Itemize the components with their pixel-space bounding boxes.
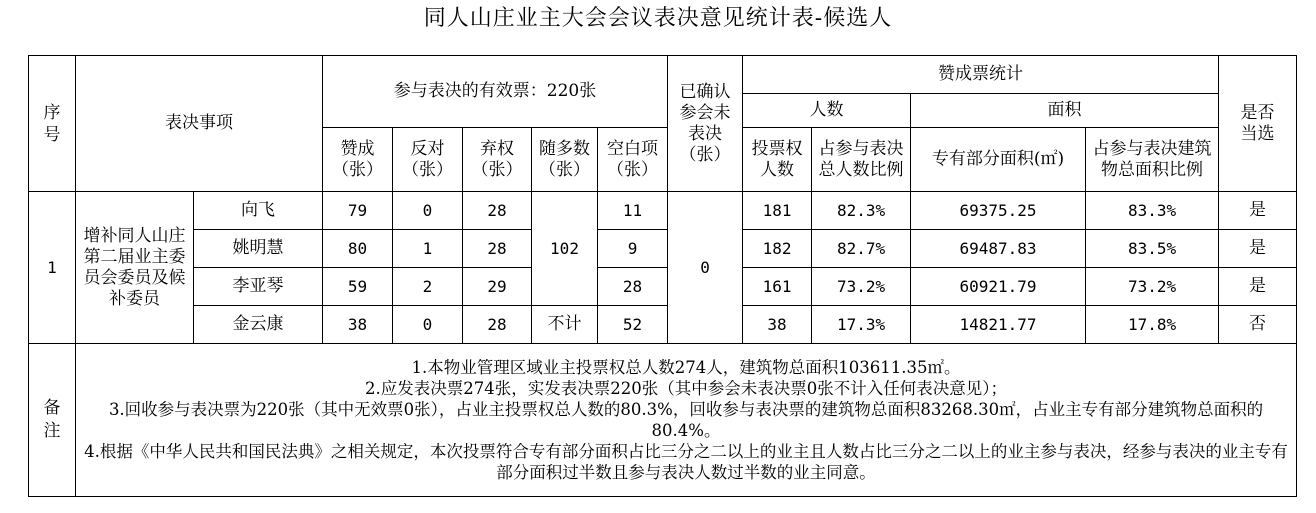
voters-count: 182 xyxy=(743,230,812,268)
ratio-area-value: 73.2% xyxy=(1086,268,1219,306)
page-title: 同人山庄业主大会会议表决意见统计表-候选人 xyxy=(423,6,893,31)
elected-value: 是 xyxy=(1219,268,1297,306)
item-subject: 增补同人山庄第二届业主委员会委员及候补委员 xyxy=(76,192,194,344)
oppose-count: 0 xyxy=(393,306,463,344)
ratio-people-value: 73.2% xyxy=(812,268,911,306)
header-ratio-people xyxy=(812,128,911,192)
confirmed-not-voted-count: 0 xyxy=(668,192,743,344)
remarks-label xyxy=(29,344,76,497)
confirmed-line4: （张） xyxy=(679,144,731,165)
area-value: 60921.79 xyxy=(911,268,1086,306)
header-row-1 xyxy=(29,56,1297,94)
header-area: 面积 xyxy=(911,94,1219,128)
oppose-label: 反对 xyxy=(410,138,445,159)
header-voters xyxy=(743,128,812,192)
blank-count: 9 xyxy=(598,230,668,268)
remarks-label-2: 注 xyxy=(43,421,61,441)
header-approve xyxy=(323,128,393,192)
table-row xyxy=(29,268,1297,306)
remarks-row xyxy=(29,344,1297,497)
oppose-count: 0 xyxy=(393,192,463,230)
confirmed-line1: 已确认 xyxy=(679,81,731,102)
abstain-count: 29 xyxy=(463,268,532,306)
remarks-content xyxy=(76,344,1297,497)
blank-count: 28 xyxy=(598,268,668,306)
table-row xyxy=(29,192,1297,230)
remark-line: 4.根据《中华人民共和国民法典》之相关规定，本次投票符合专有部分面积占比三分之二以上的业主且人数占比三分之二以上的业主参与表决，经参与表决的业主专有部分面积过半数且参与表决人数过半数的业主同意。 xyxy=(84,442,1288,482)
header-approve-stats: 赞成票统计 xyxy=(743,56,1219,94)
voters-count: 161 xyxy=(743,268,812,306)
elected-line1: 是否 xyxy=(1240,102,1275,123)
header-elected xyxy=(1219,56,1297,192)
item-seq: 1 xyxy=(29,192,76,344)
approve-count: 59 xyxy=(323,268,393,306)
blank-count: 11 xyxy=(598,192,668,230)
abstain-unit: （张） xyxy=(471,159,523,180)
remark-line: 3.回收参与表决票为220张（其中无效票0张），占业主投票权总人数的80.3%，回收参与表决票的建筑物总面积83268.30㎡，占业主专有部分建筑物总面积的80.4%。 xyxy=(108,400,1264,440)
area-value: 14821.77 xyxy=(911,306,1086,344)
voters-unit: 人数 xyxy=(760,159,795,180)
approve-count: 80 xyxy=(323,230,393,268)
abstain-label: 弃权 xyxy=(480,138,514,159)
confirmed-line2: 参会未 xyxy=(679,102,731,123)
elected-value: 是 xyxy=(1219,192,1297,230)
approve-count: 79 xyxy=(323,192,393,230)
blank-unit: （张） xyxy=(607,159,659,180)
candidate-name: 李亚琴 xyxy=(194,268,323,306)
area-value: 69487.83 xyxy=(911,230,1086,268)
ratio-people-value: 82.3% xyxy=(812,192,911,230)
header-blank xyxy=(598,128,668,192)
follow-label: 随多数 xyxy=(539,138,590,159)
header-seq: 序号 xyxy=(29,56,76,192)
follow-unit: （张） xyxy=(539,159,590,180)
header-ratio-area xyxy=(1086,128,1219,192)
candidate-name: 金云康 xyxy=(194,306,323,344)
header-exclusive-area: 专有部分面积(㎡) xyxy=(911,128,1086,192)
remarks-label-1: 备 xyxy=(43,398,61,418)
header-people: 人数 xyxy=(743,94,911,128)
ratio-people-label: 占参与表决 xyxy=(818,138,904,159)
follow-majority-count: 102 xyxy=(532,192,598,306)
ratio-area-label-2: 物总面积比例 xyxy=(1101,159,1204,180)
table-row xyxy=(29,230,1297,268)
header-oppose xyxy=(393,128,463,192)
blank-label: 空白项 xyxy=(607,138,659,159)
elected-value: 是 xyxy=(1219,230,1297,268)
voters-count: 181 xyxy=(743,192,812,230)
voting-result-table xyxy=(28,55,1297,497)
confirmed-line3: 表决 xyxy=(688,123,723,144)
ratio-people-label-2: 总人数比例 xyxy=(818,159,904,180)
oppose-count: 2 xyxy=(393,268,463,306)
ratio-area-label: 占参与表决建筑 xyxy=(1092,138,1212,159)
header-follow-majority xyxy=(532,128,598,192)
ratio-area-value: 83.3% xyxy=(1086,192,1219,230)
candidate-name: 向飞 xyxy=(194,192,323,230)
follow-majority-not-counted: 不计 xyxy=(532,306,598,344)
ratio-people-value: 17.3% xyxy=(812,306,911,344)
abstain-count: 28 xyxy=(463,230,532,268)
remark-line: 1.本物业管理区域业主投票权总人数274人，建筑物总面积103611.35㎡。 xyxy=(411,358,961,377)
candidate-name: 姚明慧 xyxy=(194,230,323,268)
header-valid-votes: 参与表决的有效票：220张 xyxy=(323,56,668,128)
blank-count: 52 xyxy=(598,306,668,344)
abstain-count: 28 xyxy=(463,306,532,344)
table-row xyxy=(29,306,1297,344)
oppose-count: 1 xyxy=(393,230,463,268)
voters-count: 38 xyxy=(743,306,812,344)
ratio-area-value: 17.8% xyxy=(1086,306,1219,344)
area-value: 69375.25 xyxy=(911,192,1086,230)
voters-label: 投票权 xyxy=(751,138,803,159)
elected-value: 否 xyxy=(1219,306,1297,344)
remark-line: 2.应发表决票274张，实发表决票220张（其中参会未表决票0张不计入任何表决意见）； xyxy=(365,379,1007,398)
header-confirmed-not-voted xyxy=(668,56,743,192)
approve-label: 赞成 xyxy=(340,138,375,159)
oppose-unit: （张） xyxy=(402,159,453,180)
approve-unit: （张） xyxy=(332,159,383,180)
abstain-count: 28 xyxy=(463,192,532,230)
ratio-people-value: 82.7% xyxy=(812,230,911,268)
elected-line2: 当选 xyxy=(1240,123,1275,144)
ratio-area-value: 83.5% xyxy=(1086,230,1219,268)
header-matter: 表决事项 xyxy=(76,56,323,192)
approve-count: 38 xyxy=(323,306,393,344)
header-abstain xyxy=(463,128,532,192)
